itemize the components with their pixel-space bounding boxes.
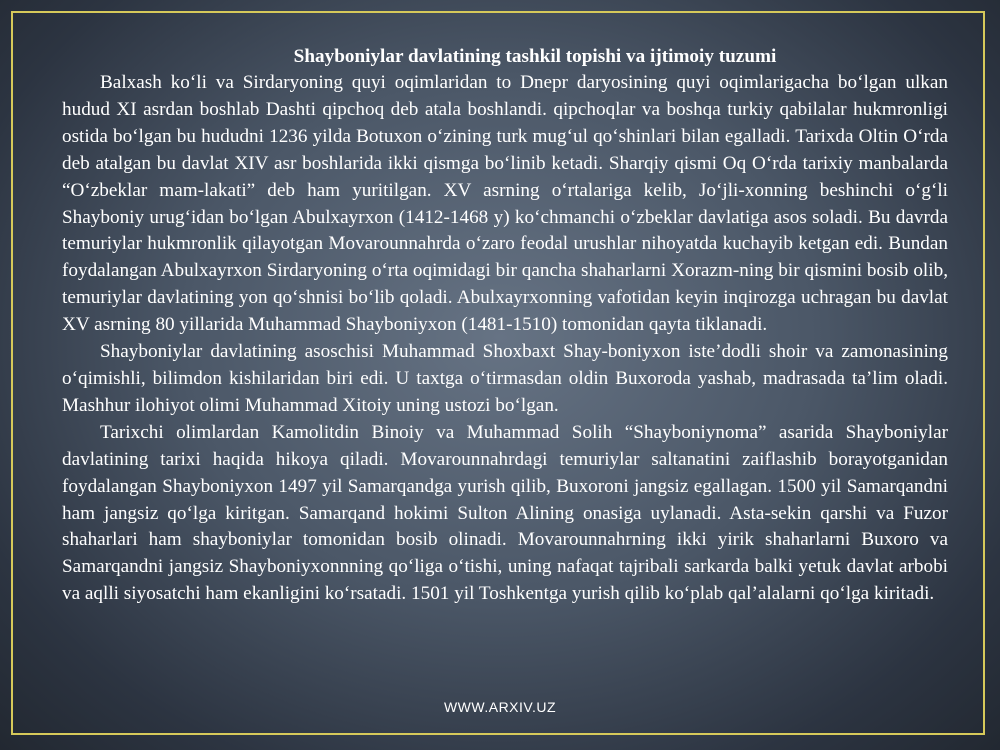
document-body	[62, 44, 948, 608]
paragraph-2: Shayboniylar davlatining asoschisi Muhammad Shoxbaxt Shay-boniyxon iste’dodli shoir va zamonasining o‘qimishli, bilimdon kishilaridan biri edi. U taxtga o‘tirmasdan oldin Buxoroda yashab, madrasada ta’lim oladi. Mashhur ilohiyot olimi Muhammad Xitoiy uning ustozi bo‘lgan.	[62, 341, 948, 416]
footer-watermark: WWW.ARXIV.UZ	[443, 699, 557, 715]
document-title: Shayboniylar davlatining tashkil topishi va ijtimoiy tuzumi	[293, 46, 777, 67]
paragraph-1: Balxash ko‘li va Sirdaryoning quyi oqimlaridan to Dnepr daryosining quyi oqimlarigacha bo‘lgan ulkan hudud XI asrdan boshlab Dashti qipchoq deb atala boshlandi. qipchoqlar va boshqa turkiy qabilalar hukmronligi ostida bo‘lgan bu hududni 1236 yilda Botuxon o‘zining turk mug‘ul qo‘shinlari bilan egalladi. Tarixda Oltin O‘rda deb atalgan bu davlat XIV asr boshlarida ikki qismga bo‘linib ketadi. Sharqiy qismi Oq O‘rda tarixiy manbalarda “O‘zbeklar mam-lakati” deb ham yuritilgan. XV asrning o‘rtalariga kelib, Jo‘jli-xonning beshinchi o‘g‘li Shayboniy urug‘idan bo‘lgan Abulxayrxon (1412-1468 y) ko‘chmanchi o‘zbeklar davlatiga asos soladi. Bu davrda temuriylar hukmronlik qilayotgan Movarounnahrda o‘zaro feodal urushlar nihoyatda kuchayib ketgan edi. Bundan foydalangan Abulxayrxon Sirdaryoning o‘rta oqimidagi bir qancha shaharlarni Xorazm-ning bir qismini bosib olib, temuriylar davlatining yon qo‘shnisi bo‘lib qoladi. Abulxayrxonning vafotidan keyin inqirozga uchragan bu davlat XV asrning 80 yillarida Muhammad Shayboniyxon (1481-1510) tomonidan qayta tiklanadi.	[62, 72, 948, 336]
paragraph-3: Tarixchi olimlardan Kamolitdin Binoiy va Muhammad Solih “Shayboniynoma” asarida Shayboniylar davlatining tarixi haqida hikoya qiladi. Movarounnahrdagi temuriylar saltanatini zaiflashib borayotganidan foydalangan Shayboniyxon 1497 yil Samarqandga yurish qilib, Buxoroni jangsiz egallagan. 1500 yil Samarqandni ham jangsiz qo‘lga kiritgan. Samarqand hokimi Sulton Alining onasiga uylanadi. Asta-sekin qarshi va Fuzor shaharlari ham shayboniylar tomonidan bosib olinadi. Movarounnahrning ikki yirik shaharlarni Buxoro va Samarqandni jangsiz Shayboniyxonnning qo‘liga o‘tishi, uning nafaqat tajribali sarkarda balki yetuk davlat arbobi va aqlli siyosatchi ham ekanligini ko‘rsatadi. 1501 yil Toshkentga yurish qilib ko‘plab qal’alalarni qo‘lga kiritadi.	[62, 421, 948, 605]
